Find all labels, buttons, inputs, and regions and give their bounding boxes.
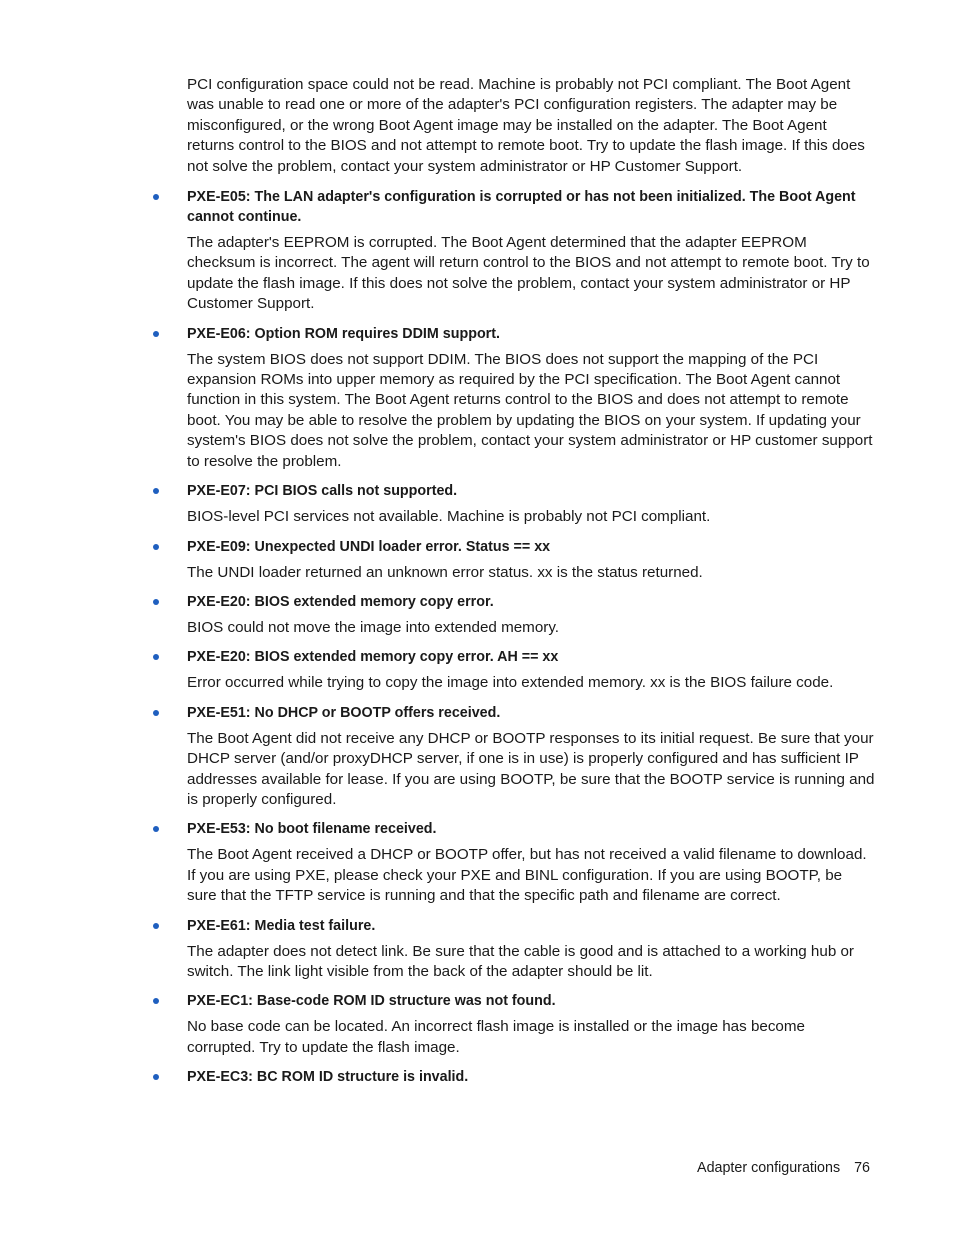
error-heading	[187, 819, 875, 839]
error-entry	[187, 647, 875, 693]
error-heading-text: PXE-E61: Media test failure.	[187, 917, 376, 934]
error-entry	[187, 592, 875, 638]
error-heading-text: PXE-EC3: BC ROM ID structure is invalid.	[187, 1069, 469, 1086]
error-entry	[187, 324, 875, 472]
error-description: Error occurred while trying to copy the image into extended memory. xx is the BIOS failure code.	[187, 674, 834, 692]
error-heading-text: PXE-E20: BIOS extended memory copy error. AH == xx	[187, 649, 559, 666]
footer-section-title: Adapter configurations	[697, 1160, 841, 1176]
error-entry	[187, 916, 875, 983]
error-entry	[187, 537, 875, 583]
bullet-icon	[153, 599, 159, 605]
error-heading	[187, 537, 875, 557]
error-description: BIOS-level PCI services not available. Machine is probably not PCI compliant.	[187, 508, 711, 526]
bullet-icon	[153, 488, 159, 494]
error-entry	[187, 1067, 875, 1087]
error-heading-text: PXE-E20: BIOS extended memory copy error.	[187, 593, 494, 610]
error-heading-text: PXE-E53: No boot filename received.	[187, 821, 437, 838]
bullet-icon	[153, 331, 159, 337]
bullet-icon	[153, 998, 159, 1004]
error-entry	[187, 991, 875, 1058]
error-heading	[187, 481, 875, 501]
error-heading-text: PXE-E07: PCI BIOS calls not supported.	[187, 483, 458, 500]
page-content	[187, 75, 875, 1093]
error-heading-text: PXE-EC1: Base-code ROM ID structure was not found.	[187, 993, 556, 1010]
error-heading	[187, 647, 875, 667]
error-heading	[187, 592, 875, 612]
error-description: The adapter's EEPROM is corrupted. The Boot Agent determined that the adapter EEPROM checksum is incorrect. The agent will return control to the BIOS and not attempt to remote boot. Try to update the flash image. If this does not solve the problem, contact your system administrator or HP Customer Support.	[187, 234, 870, 313]
error-entry	[187, 703, 875, 811]
intro-paragraph: PCI configuration space could not be read. Machine is probably not PCI compliant. The Boot Agent was unable to read one or more of the adapter's PCI configuration registers. The adapter may be misconfigured, or the wrong Boot Agent image may be installed on the adapter. The Boot Agent returns control to the BIOS and not attempt to remote boot. Try to update the flash image. If this does not solve the problem, contact your system administrator or HP Customer Support.	[187, 76, 865, 175]
bullet-icon	[153, 826, 159, 832]
bullet-icon	[153, 923, 159, 929]
error-entry	[187, 187, 875, 315]
error-heading-text: PXE-E51: No DHCP or BOOTP offers received.	[187, 704, 501, 721]
error-description: The adapter does not detect link. Be sure that the cable is good and is attached to a working hub or switch. The link light visible from the back of the adapter should be lit.	[187, 942, 854, 980]
bullet-icon	[153, 194, 159, 200]
error-heading	[187, 991, 875, 1011]
error-heading-text: PXE-E06: Option ROM requires DDIM support.	[187, 325, 500, 342]
error-heading	[187, 703, 875, 723]
error-heading	[187, 187, 875, 227]
page-number: 76	[854, 1160, 870, 1176]
error-heading	[187, 1067, 875, 1087]
page-footer	[697, 1158, 870, 1178]
error-description: The Boot Agent did not receive any DHCP or BOOTP responses to its initial request. Be sure that your DHCP server (and/or proxyDHCP server, if one is in use) is properly configured and has sufficient IP addresses available for lease. If you are using BOOTP, be sure that the BOOTP service is running and is properly configured.	[187, 729, 875, 808]
error-heading-text: PXE-E05: The LAN adapter's configuration is corrupted or has not been initialized. The Boot Agent cannot continue.	[187, 189, 856, 226]
bullet-icon	[153, 544, 159, 550]
error-heading	[187, 324, 875, 344]
error-heading	[187, 916, 875, 936]
error-entry	[187, 481, 875, 527]
error-description: The system BIOS does not support DDIM. The BIOS does not support the mapping of the PCI expansion ROMs into upper memory as required by the PCI specification. The Boot Agent cannot function in this system. The Boot Agent returns control to the BIOS and does not attempt to remote boot. You may be able to resolve the problem by updating the BIOS on your system. If updating your system's BIOS does not solve the problem, contact your system administrator or HP customer support to resolve the problem.	[187, 350, 873, 470]
error-heading-text: PXE-E09: Unexpected UNDI loader error. Status == xx	[187, 538, 551, 555]
bullet-icon	[153, 654, 159, 660]
error-description: No base code can be located. An incorrect flash image is installed or the image has become corrupted. Try to update the flash image.	[187, 1018, 805, 1056]
error-entry	[187, 819, 875, 906]
bullet-icon	[153, 710, 159, 716]
bullet-icon	[153, 1074, 159, 1080]
error-description: BIOS could not move the image into extended memory.	[187, 618, 560, 636]
error-description: The UNDI loader returned an unknown error status. xx is the status returned.	[187, 563, 703, 581]
error-description: The Boot Agent received a DHCP or BOOTP offer, but has not received a valid filename to download. If you are using PXE, please check your PXE and BINL configuration. If you are using BOOTP, be sure that the TFTP service is running and that the specific path and filename are correct.	[187, 846, 867, 905]
